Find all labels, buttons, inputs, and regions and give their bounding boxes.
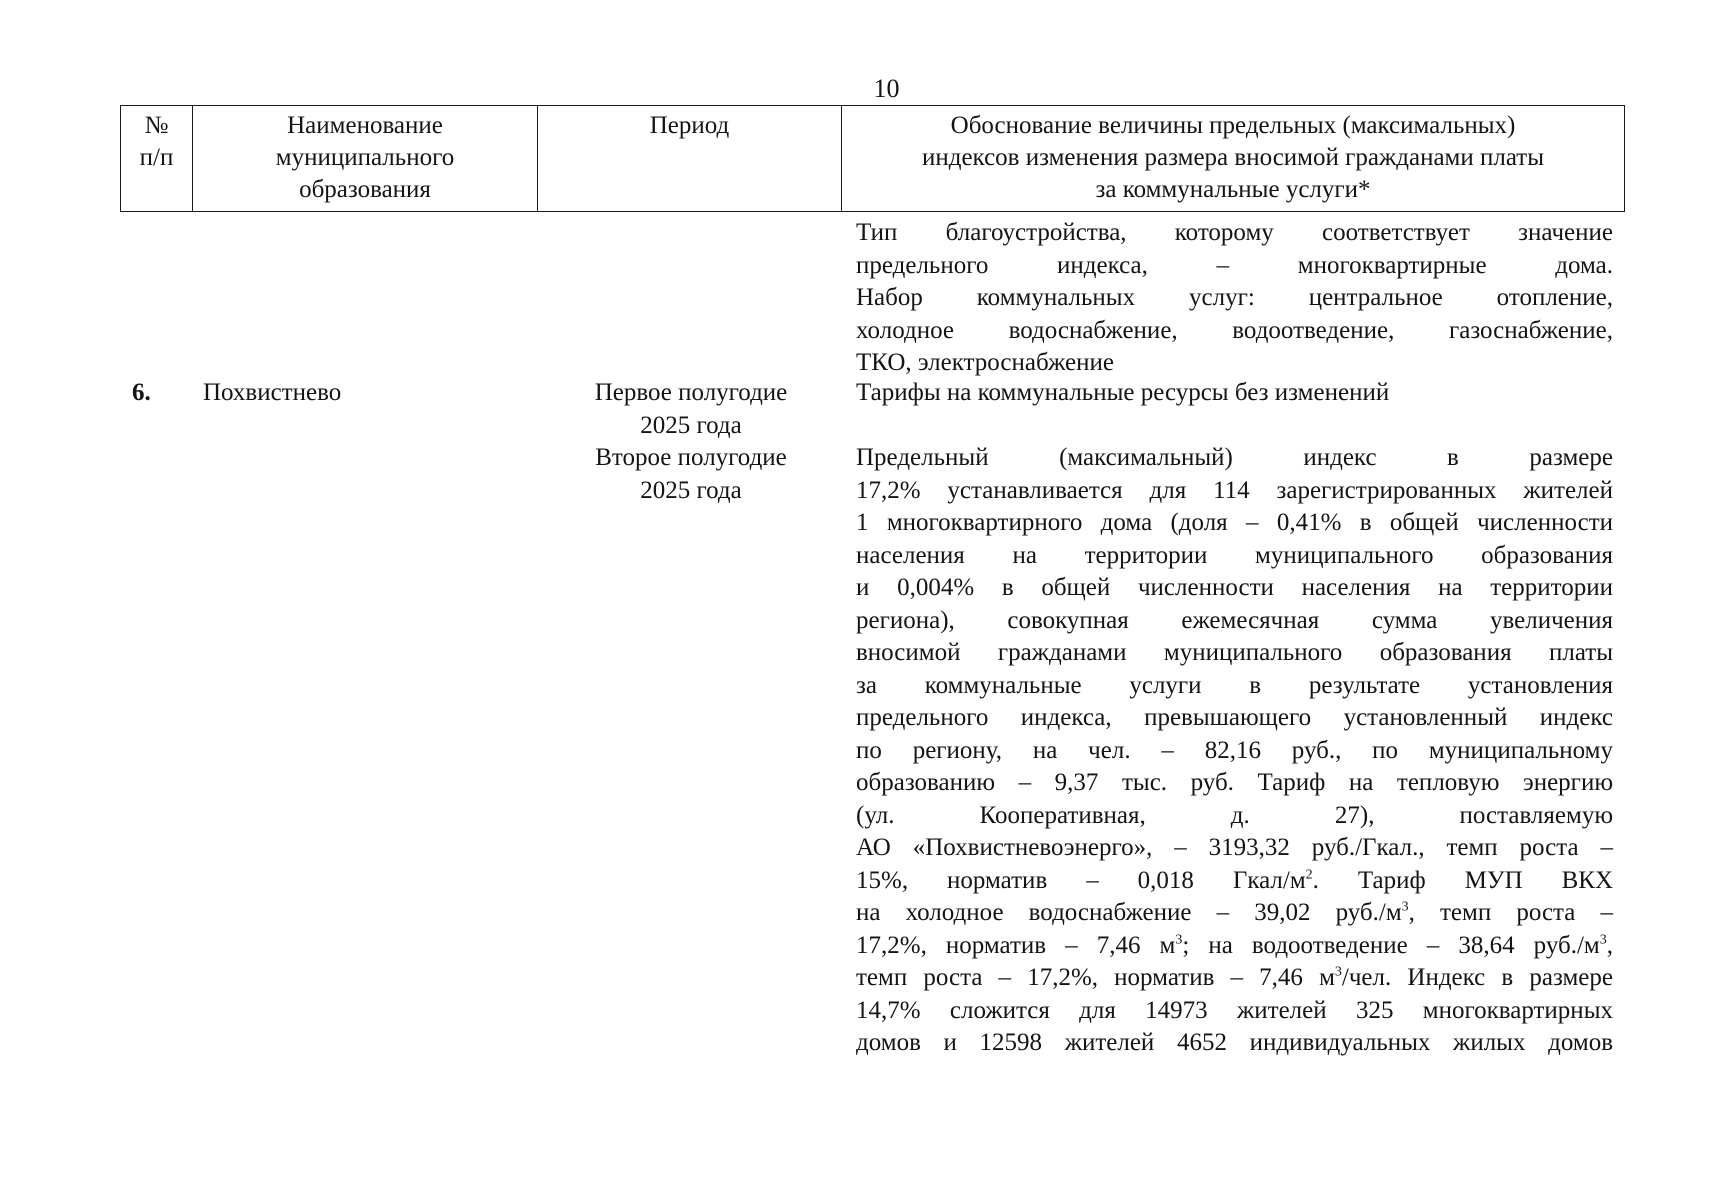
first-period-basis — [856, 377, 1613, 410]
superscript: 3 — [1175, 932, 1183, 948]
text-fragment: 15%, норматив – 0,018 Гкал/м — [856, 866, 1306, 894]
header-num-line: № — [144, 112, 169, 139]
superscript: 3 — [1401, 899, 1409, 915]
header-period-line: Период — [649, 112, 730, 139]
superscript: 3 — [1334, 964, 1342, 980]
period-first-line: Первое полугодие — [594, 379, 788, 406]
basis-line: холодное водоснабжение, водоотведение, газоснабжение, — [856, 316, 1613, 344]
basis-line: населения на территории муниципального образования — [856, 541, 1613, 569]
table-header — [120, 105, 1625, 212]
header-num-line: п/п — [139, 144, 174, 171]
basis-line: ТКО, электроснабжение — [856, 349, 1114, 376]
text-fragment: ; на водоотведение – 38,64 руб./м — [1182, 931, 1600, 959]
basis-line: Тип благоустройства, которому соответствует значение — [856, 219, 1613, 246]
second-period-basis — [856, 442, 1613, 1060]
basis-line: 14,7% сложится для 14973 жителей 325 многоквартирных — [856, 996, 1613, 1024]
basis-line: предельного индекса, превышающего установленный индекс — [856, 704, 1613, 731]
basis-line — [856, 962, 1613, 995]
header-basis-cell — [842, 106, 1625, 212]
header-name-cell — [193, 106, 538, 212]
basis-line: Тарифы на коммунальные ресурсы без изменений — [856, 379, 1390, 406]
header-num-cell — [121, 106, 193, 212]
period-second-line: 2025 года — [640, 476, 742, 504]
header-name-line: образования — [299, 176, 431, 203]
superscript: 2 — [1305, 867, 1313, 883]
basis-line: вносимой гражданами муниципального образования платы — [856, 639, 1613, 666]
page-number: 10 — [873, 74, 900, 103]
basis-line: и 0,004% в общей численности населения на территории — [856, 574, 1613, 601]
period-cell — [556, 377, 826, 507]
text-fragment: на холодное водоснабжение – 39,02 руб./м — [856, 899, 1402, 926]
basis-line — [856, 865, 1613, 898]
superscript: 3 — [1599, 932, 1607, 948]
basis-line: домов и 12598 жителей 4652 индивидуальных жилых домов — [856, 1029, 1613, 1056]
basis-line: образованию – 9,37 тыс. руб. Тариф на тепловую энергию — [856, 769, 1613, 796]
basis-line: региона), совокупная ежемесячная сумма увеличения — [856, 606, 1613, 634]
header-name-line: Наименование — [287, 112, 443, 139]
header-name-line: муниципального — [275, 144, 455, 171]
basis-line: Предельный (максимальный) индекс в размере — [856, 444, 1613, 471]
basis-line — [856, 930, 1613, 963]
basis-line: АО «Похвистневоэнерго», – 3193,32 руб./Гкал., темп роста – — [856, 834, 1613, 861]
basis-line: 1 многоквартирного дома (доля – 0,41% в общей численности — [856, 509, 1613, 536]
basis-line: предельного индекса, – многоквартирные дома. — [856, 251, 1613, 279]
text-fragment: , — [1606, 931, 1613, 959]
text-fragment: /чел. Индекс в размере — [1341, 964, 1613, 991]
header-basis-line: за коммунальные услуги* — [1095, 176, 1371, 203]
text-fragment: 17,2%, норматив – 7,46 м — [856, 931, 1176, 959]
header-basis-line: Обоснование величины предельных (максимальных) — [950, 112, 1516, 139]
row-number: 6. — [132, 379, 151, 406]
period-first-line: 2025 года — [640, 411, 742, 439]
basis-line: за коммунальные услуги в результате установления — [856, 671, 1613, 699]
municipality-name: Похвистнево — [203, 379, 342, 406]
text-fragment: темп роста – 17,2%, норматив – 7,46 м — [856, 964, 1335, 991]
header-basis-line: индексов изменения размера вносимой гражданами платы — [921, 144, 1545, 171]
basis-line: (ул. Кооперативная, д. 27), поставляемую — [856, 801, 1613, 829]
prev-row-basis — [856, 217, 1613, 380]
basis-line: Набор коммунальных услуг: центральное отопление, — [856, 284, 1613, 311]
basis-line: по региону, на чел. – 82,16 руб., по муниципальному — [856, 736, 1613, 764]
period-second-line: Второе полугодие — [595, 444, 787, 471]
text-fragment: . Тариф МУП ВКХ — [1312, 866, 1613, 894]
header-period-cell — [538, 106, 842, 212]
basis-line: 17,2% устанавливается для 114 зарегистрированных жителей — [856, 476, 1613, 504]
basis-line — [856, 897, 1613, 930]
text-fragment: , темп роста – — [1408, 899, 1613, 926]
